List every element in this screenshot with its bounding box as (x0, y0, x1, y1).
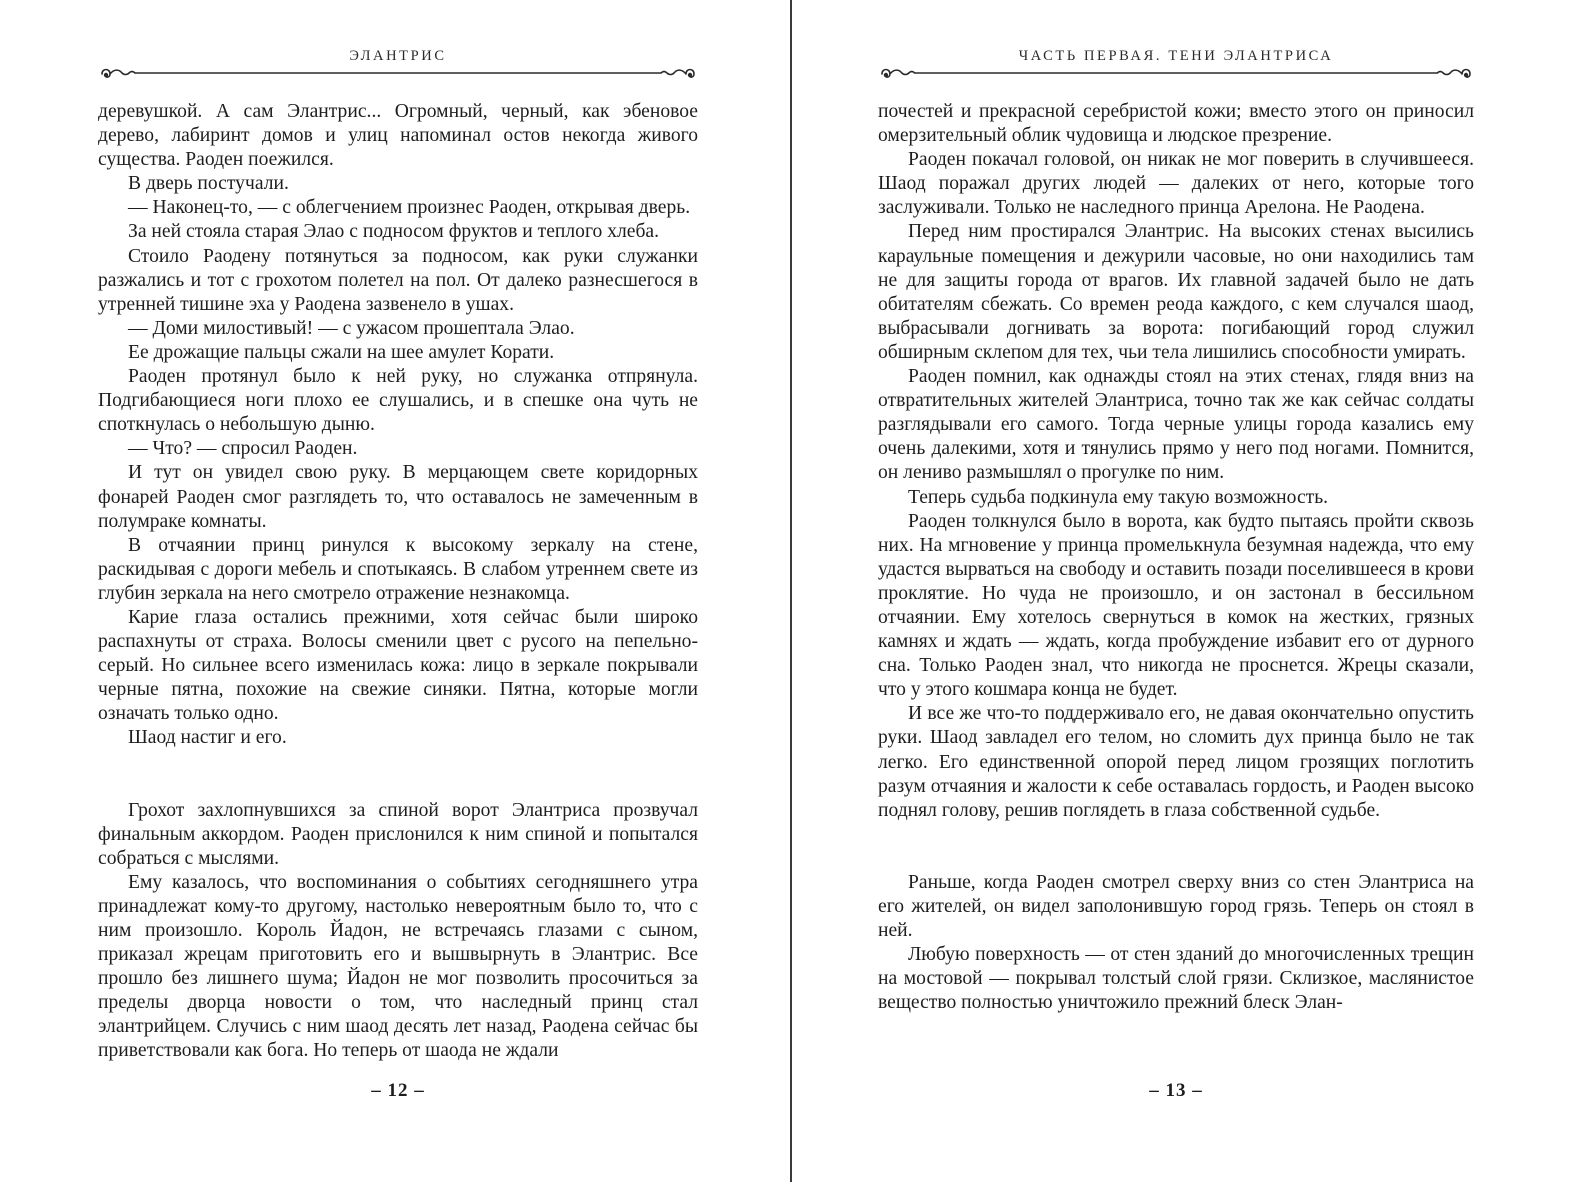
paragraph: Раоден толкнулся было в ворота, как будто пытаясь пройти сквозь них. На мгновение у принца промелькнула безумная надежда, что ему удастся вырваться на свободу и оставить позади поселившееся в крови проклятие. Но чуда не произошло, и он застонал в бессильном отчаянии. Ему хотелось свернуться в комок на жестких, грязных камнях и ждать — ждать, когда пробуждение избавит его от дурного сна. Только Раоден знал, что никогда не проснется. Жрецы сказали, что у этого кошмара конца не будет. (878, 510, 1474, 701)
section-break (98, 775, 698, 799)
paragraph: Ее дрожащие пальцы сжали на шее амулет Корати. (128, 341, 555, 363)
paragraph: Теперь судьба подкинула ему такую возможность. (908, 486, 1329, 508)
paragraph: Раньше, когда Раоден смотрел сверху вниз со стен Элантриса на его жителей, он видел заполонившую город грязь. Теперь он стоял в ней. (878, 871, 1474, 941)
paragraph: Раоден покачал головой, он никак не мог поверить в случившееся. Шаод поражал других людей — далеких от него, которые того заслуживали. Только не наследного принца Арелона. Не Раодена. (878, 149, 1474, 219)
paragraph: За ней стояла старая Элао с подносом фруктов и теплого хлеба. (128, 221, 660, 243)
paragraph: Раоден помнил, как однажды стоял на этих стенах, глядя вниз на отвратительных жителей Элантриса, точно так же как сейчас солдаты разглядывали его самого. Тогда черные улицы города казались ему очень далекими, хотя и тянулись прямо у него под ногами. Помнится, он лениво размышлял о прогулке по ним. (878, 366, 1474, 484)
section-break (878, 847, 1474, 871)
paragraph: В дверь постучали. (128, 173, 289, 195)
book-spine-divider (790, 0, 792, 1182)
section-break (878, 823, 1474, 847)
paragraph: В отчаянии принц ринулся к высокому зеркалу на стене, раскидывая с дороги мебель и спотыкаясь. В слабом утреннем свете из глубин зеркала на него смотрело отражение незнакомца. (98, 534, 698, 604)
paragraph: Грохот захлопнувшихся за спиной ворот Элантриса прозвучал финальным аккордом. Раоден прислонился к ним спиной и попытался собраться с мыслями. (98, 799, 698, 869)
paragraph: деревушкой. А сам Элантрис... Огромный, черный, как эбеновое дерево, лабиринт домов и улиц напоминал остов некогда живого существа. Раоден поежился. (98, 101, 698, 171)
paragraph: — Доми милостивый! — с ужасом прошептала Элао. (128, 317, 575, 339)
running-head-right: ЧАСТЬ ПЕРВАЯ. ТЕНИ ЭЛАНТРИСА (1018, 48, 1334, 64)
paragraph: И тут он увидел свою руку. В мерцающем свете коридорных фонарей Раоден смог разглядеть то, что оставалось не замеченным в полумраке комнаты. (98, 462, 698, 532)
paragraph: Стоило Раодену потянуться за подносом, как руки служанки разжались и тот с грохотом полетел на пол. От далеко разнесшегося в утренней тишине эха у Раодена зазвенело в ушах. (98, 245, 698, 315)
left-page (98, 0, 698, 1182)
right-page (878, 0, 1474, 1182)
paragraph: Шаод настиг и его. (128, 727, 287, 749)
page-number-right: – 13 – (1149, 1080, 1203, 1101)
paragraph: почестей и прекрасной серебристой кожи; вместо этого он приносил омерзительный облик чудовища и людское презрение. (878, 101, 1474, 147)
paragraph: Раоден протянул было к ней руку, но служанка отпрянула. Подгибающиеся ноги плохо ее слушались, и в спешке она чуть не споткнулась о небольшую дыню. (98, 366, 698, 436)
paragraph: Любую поверхность — от стен зданий до многочисленных трещин на мостовой — покрывал толстый слой грязи. Склизкое, маслянистое вещество полностью уничтожило прежний блеск Элан- (878, 944, 1474, 1014)
scroll-rule-ornament-icon (878, 63, 1474, 85)
paragraph: Перед ним простирался Элантрис. На высоких стенах высились караульные помещения и дежурили часовые, но они находились там не для защиты города от врагов. Их главной задачей было не дать обитателям сбежать. Со времен реода каждого, с кем случался шаод, выбрасывали догнивать за ворота: погибающий город служил обширным склепом для тех, чьи тела лишились способности умирать. (878, 221, 1474, 363)
section-break (98, 751, 698, 775)
left-page-body-text (98, 100, 698, 1064)
paragraph: И все же что-то поддерживало его, не давая окончательно опустить руки. Шаод завладел его телом, но сломить дух принца было не так легко. Его единственной опорой перед лицом грозящих поглотить разум отчаяния и жалости к себе оставалась гордость, и Раоден высоко поднял голову, решив поглядеть в глаза собственной судьбе. (878, 703, 1474, 821)
right-page-body-text (878, 100, 1474, 1015)
scroll-rule-ornament-icon (98, 63, 698, 85)
paragraph: — Что? — спросил Раоден. (128, 438, 358, 460)
paragraph: Карие глаза остались прежними, хотя сейчас были широко распахнуты от страха. Волосы сменили цвет с русого на пепельно-серый. Но сильнее всего изменилась кожа: лицо в зеркале покрывали черные пятна, похожие на свежие синяки. Пятна, которые могли означать только одно. (98, 606, 698, 725)
running-head-left: ЭЛАНТРИС (349, 48, 447, 64)
page-number-left: – 12 – (371, 1080, 425, 1101)
paragraph: Ему казалось, что воспоминания о событиях сегодняшнего утра принадлежат кому-то другому, настолько невероятным было то, что с ним произошло. Король Йадон, не встречаясь глазами с сыном, приказал жрецам приготовить его и вышвырнуть в Элантрис. Все прошло без лишнего шума; Йадон не мог позволить просочиться за пределы дворца новости о том, что наследный принц стал элантрийцем. Случись с ним шаод десять лет назад, Раодена сейчас бы приветствовали как бога. Но теперь от шаода не ждали (98, 871, 698, 1062)
paragraph: — Наконец-то, — с облегчением произнес Раоден, открывая дверь. (128, 197, 691, 219)
